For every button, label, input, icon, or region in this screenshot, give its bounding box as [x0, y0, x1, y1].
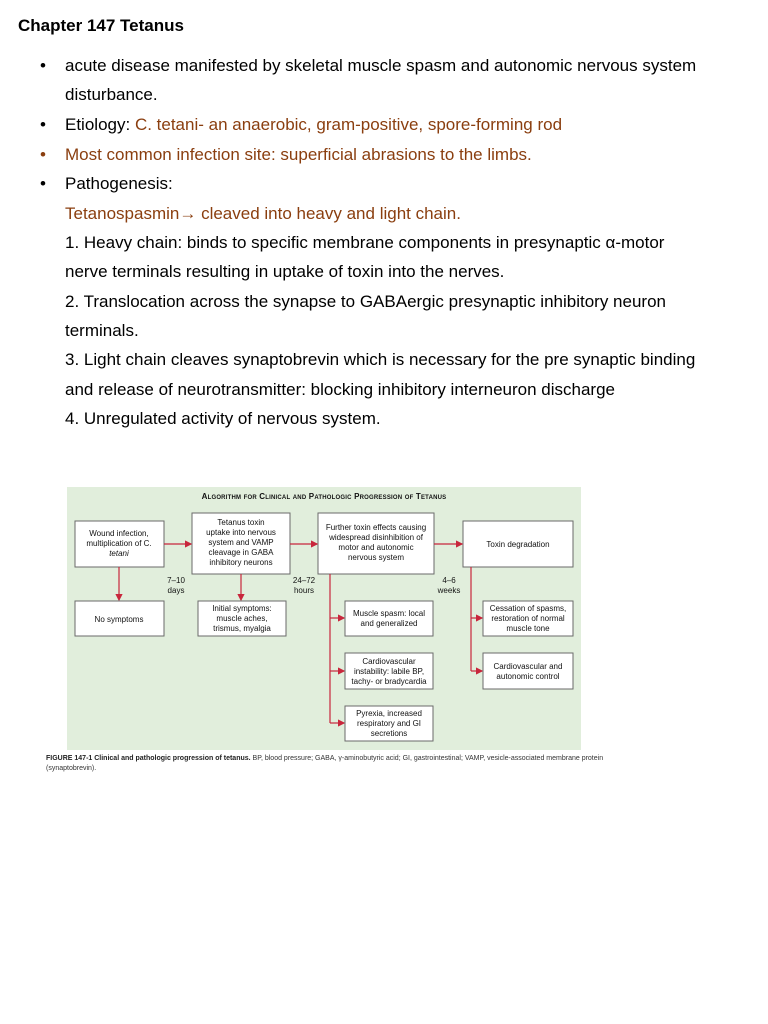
box-cardiovascular-autonomic-control	[483, 653, 573, 689]
bullet-dot: •	[40, 56, 46, 75]
tetanospasmin-line: Tetanospasmin→ cleaved into heavy and light chain.	[65, 204, 461, 223]
label-weeks-range: 4–6	[442, 576, 456, 585]
box-text: and generalized	[360, 619, 418, 628]
step-2-line-2: terminals.	[65, 321, 139, 340]
algorithm-diagram	[67, 487, 581, 750]
box-text: restoration of normal	[491, 614, 565, 623]
step-1-line-2: nerve terminals resulting in uptake of toxin into the nerves.	[65, 262, 505, 281]
box-text: trismus, myalgia	[213, 624, 271, 633]
bullet-dot: •	[40, 145, 46, 164]
bullet-dot: •	[40, 115, 46, 134]
box-text: muscle tone	[506, 624, 550, 633]
box-text: Tetanus toxin	[217, 518, 265, 527]
box-text: Wound infection,	[89, 529, 149, 538]
caption-text: BP, blood pressure; GABA, γ-aminobutyric acid; GI, gastrointestinal; VAMP, vesicle-associated membrane protein (synaptobrevin).	[46, 755, 604, 772]
label-days: days	[167, 586, 185, 595]
page-title: Chapter 147 Tetanus	[18, 16, 184, 35]
figure-caption	[46, 754, 626, 774]
box-text: motor and autonomic	[338, 543, 414, 552]
etiology-label: Etiology:	[65, 115, 135, 134]
box-text: Cardiovascular and	[493, 662, 563, 671]
caption-label: FIGURE 147-1 Clinical and pathologic progression of tetanus.	[46, 755, 251, 762]
box-text: Initial symptoms:	[212, 604, 272, 613]
box-text: secretions	[370, 729, 408, 738]
step-4-line: 4. Unregulated activity of nervous system.	[65, 409, 381, 428]
box-text: respiratory and GI	[356, 719, 422, 728]
step-3-line-1: 3. Light chain cleaves synaptobrevin which is necessary for the pre synaptic binding	[65, 350, 696, 369]
box-text: No symptoms	[94, 615, 144, 624]
label-hours: hours	[293, 586, 315, 595]
box-text: Muscle spasm: local	[352, 609, 426, 618]
box-text: tachy- or bradycardia	[351, 677, 427, 686]
bullet-etiology	[65, 115, 562, 135]
box-text: tetani	[109, 549, 129, 558]
box-text: Pyrexia, increased	[356, 709, 422, 718]
box-text: Toxin degradation	[486, 540, 550, 549]
bullet-infection-site: Most common infection site: superficial abrasions to the limbs.	[65, 145, 532, 164]
box-text: uptake into nervous	[206, 528, 276, 537]
bullet-1-line-1: acute disease manifested by skeletal muscle spasm and autonomic nervous system	[65, 56, 697, 75]
box-text: muscle aches,	[216, 614, 268, 623]
box-text: nervous system	[347, 553, 405, 562]
step-1-line-1: 1. Heavy chain: binds to specific membrane components in presynaptic α-motor	[65, 233, 665, 252]
bullet-dot: •	[40, 174, 46, 193]
box-text: inhibitory neurons	[209, 558, 273, 567]
label-hours-range: 24–72	[292, 576, 316, 585]
label-weeks: weeks	[437, 586, 461, 595]
box-text: system and VAMP	[208, 538, 274, 547]
step-3-line-2: and release of neurotransmitter: blocking inhibitory interneuron discharge	[65, 380, 615, 399]
box-text: cleavage in GABA	[208, 548, 274, 557]
figure-heading: Algorithm for Clinical and Pathologic Progression of Tetanus	[201, 492, 447, 501]
box-text: autonomic control	[496, 672, 560, 681]
box-text: Further toxin effects causing	[325, 523, 427, 532]
step-2-line-1: 2. Translocation across the synapse to GABAergic presynaptic inhibitory neuron	[65, 292, 666, 311]
label-days-range: 7–10	[167, 576, 185, 585]
box-text: Cessation of spasms,	[489, 604, 567, 613]
etiology-text: C. tetani- an anaerobic, gram-positive, spore-forming rod	[134, 115, 563, 134]
bullet-pathogenesis: Pathogenesis:	[65, 174, 173, 193]
box-text: instability: labile BP,	[353, 667, 425, 676]
bullet-1-line-2: disturbance.	[65, 85, 158, 104]
box-text: multiplication of C.	[86, 539, 152, 548]
box-text: widespread disinhibition of	[329, 533, 423, 542]
box-text: Cardiovascular	[362, 657, 416, 666]
algorithm-figure	[67, 487, 581, 750]
